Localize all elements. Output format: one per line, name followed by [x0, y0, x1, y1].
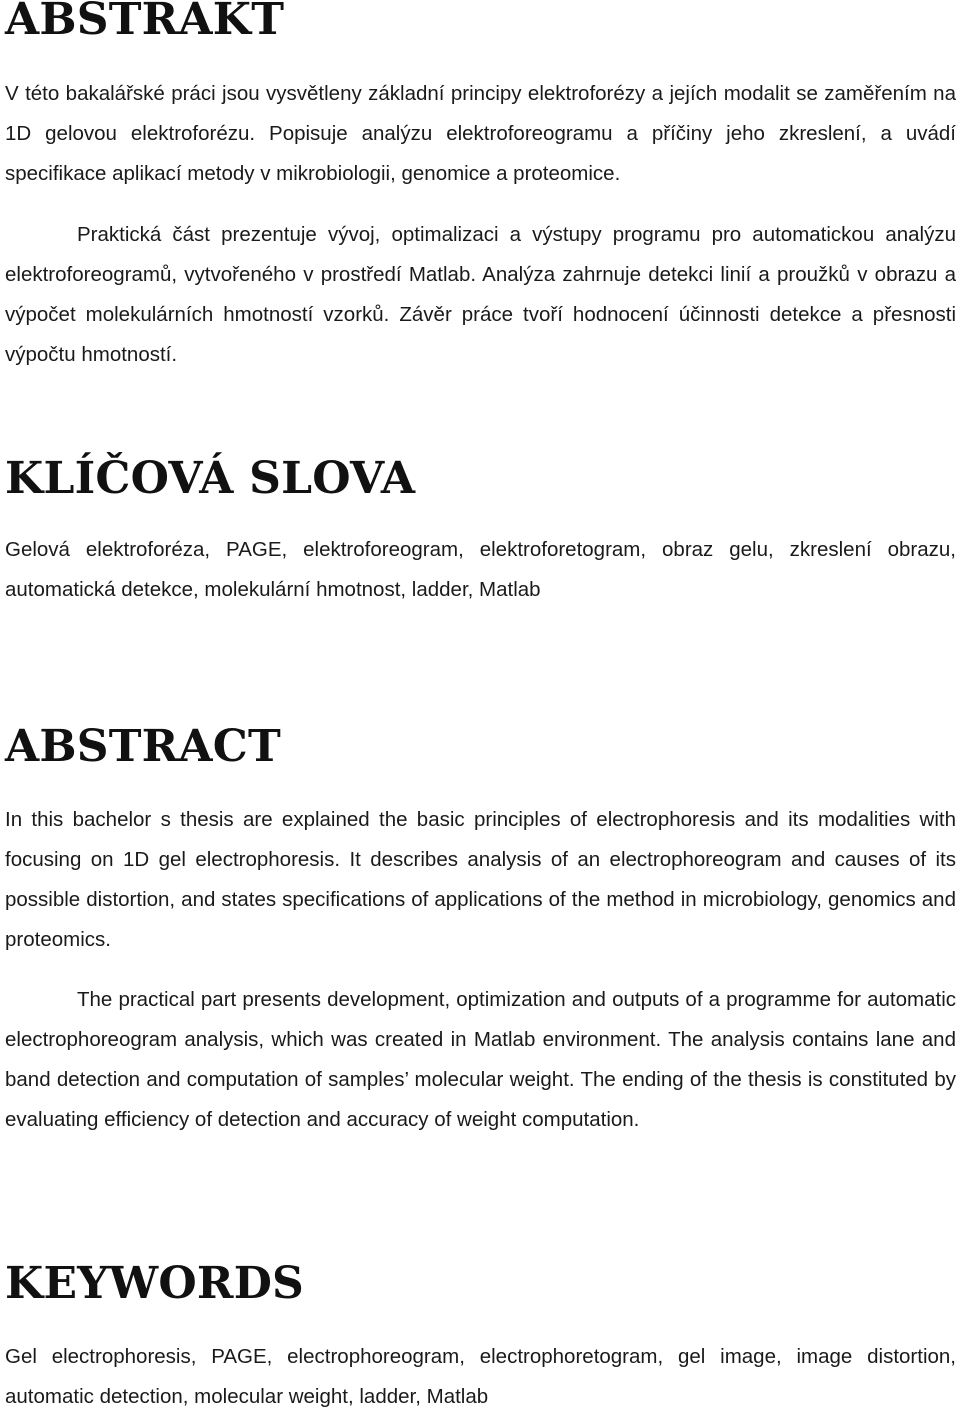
abstract-paragraph-1: In this bachelor s thesis are explained the basic principles of electrophoresis and its modalities with focusing on 1D gel electrophoresis. It describes analysis of an electrophoreogram and causes of its possible distortion, and states specifications of applications of the method in microbiology, genomics and proteomics.: [5, 808, 956, 951]
klicova-slova-heading: KLÍČOVÁ SLOVA: [5, 453, 416, 504]
abstract-paragraph-2: The practical part presents development, optimization and outputs of a programme for automatic electrophoreogram analysis, which was created in Matlab environment. The analysis contains lane and band detection and computation of samples’ molecular weight. The ending of the thesis is constituted by evaluating efficiency of detection and accuracy of weight computation.: [5, 988, 956, 1131]
abstrakt-paragraph-1: V této bakalářské práci jsou vysvětleny základní principy elektroforézy a jejích modalit se zaměřením na 1D gelovou elektroforézu. Popisuje analýzu elektroforeogramu a příčiny jeho zkreslení, a uvádí specifikace aplikací metody v mikrobiologii, genomice a proteomice.: [5, 82, 956, 185]
keywords-text: Gel electrophoresis, PAGE, electrophoreogram, electrophoretogram, gel image, image distortion, automatic detection, molecular weight, ladder, Matlab: [5, 1345, 956, 1408]
keywords-heading: KEYWORDS: [5, 1258, 305, 1309]
klicova-slova-text: Gelová elektroforéza, PAGE, elektroforeogram, elektroforetogram, obraz gelu, zkreslení obrazu, automatická detekce, molekulární hmotnost, ladder, Matlab: [5, 538, 956, 601]
abstrakt-heading: ABSTRAKT: [5, 0, 285, 45]
abstract-heading: ABSTRACT: [5, 721, 281, 772]
abstrakt-paragraph-2: Praktická část prezentuje vývoj, optimalizaci a výstupy programu pro automatickou analýzu elektroforeogramů, vytvořeného v prostředí Matlab. Analýza zahrnuje detekci linií a proužků v obrazu a výpočet molekulárních hmotností vzorků. Závěr práce tvoří hodnocení účinnosti detekce a přesnosti výpočtu hmotností.: [5, 223, 956, 366]
